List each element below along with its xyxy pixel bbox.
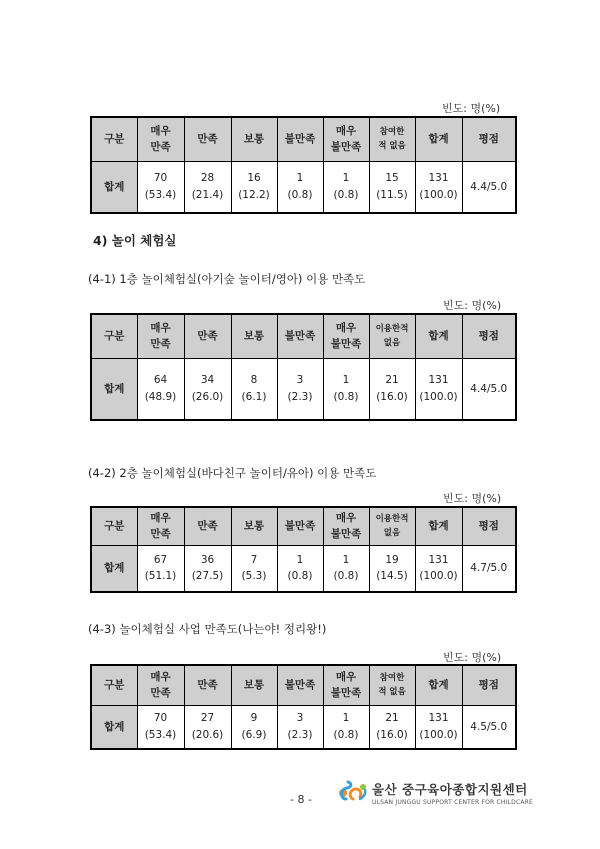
header-neutral: 보통 [231, 314, 277, 358]
text-line: 4.5/5.0 [470, 720, 508, 733]
text-line: 4.4/5.0 [470, 382, 508, 395]
text-line: 67 [153, 553, 168, 566]
text-line: (48.9) [144, 390, 177, 403]
org-name-english: ULSAN JUNGGU SUPPORT CENTER FOR CHILDCARE [372, 799, 534, 806]
unit-label-2: 빈도: 명(%) [443, 299, 502, 312]
text-line: 1 [342, 374, 350, 387]
header-satisfied: 만족 [184, 117, 231, 161]
text-line: 매우 [150, 511, 171, 524]
header-total: 합계 [415, 314, 462, 358]
cell-very-satisfied [137, 545, 184, 592]
header-row [91, 507, 516, 545]
cell-rating [462, 161, 516, 213]
text-line: 없음 [383, 338, 401, 349]
text-line: (0.8) [333, 390, 359, 403]
text-line: 불만족 [330, 141, 362, 154]
text-line: (12.2) [238, 188, 270, 201]
header-category: 구분 [91, 507, 137, 545]
cell-total [415, 358, 462, 420]
text-line: 1 [342, 172, 350, 185]
text-line: 매우 [150, 124, 171, 137]
cell-very-dissatisfied [323, 358, 369, 420]
text-line: 매우 [335, 321, 357, 334]
subtitle-4-2: (4-2) 2층 놀이체험실(바다친구 놀이터/유아) 이용 만족도 [88, 466, 377, 480]
header-rating: 평점 [462, 117, 516, 161]
cell-satisfied [184, 545, 231, 592]
text-line: 적 없음 [378, 141, 406, 152]
text-line: 1 [342, 553, 350, 566]
text-line: 64 [153, 374, 168, 387]
header-satisfied: 만족 [184, 314, 231, 358]
header-very-dissatisfied [323, 507, 369, 545]
text-line: (27.5) [191, 570, 224, 583]
cell-neutral [231, 358, 277, 420]
text-line: 16 [247, 172, 261, 185]
text-line: 참여한 [379, 672, 405, 683]
table-row [91, 161, 516, 213]
cell-dissatisfied [277, 705, 323, 749]
header-dissatisfied: 불만족 [277, 665, 323, 705]
header-row [91, 665, 516, 705]
text-line: (100.0) [419, 188, 458, 201]
header-dissatisfied: 불만족 [277, 507, 323, 545]
childcare-center-logo-icon [338, 779, 368, 803]
header-dissatisfied: 불만족 [277, 314, 323, 358]
header-no-experience [369, 507, 415, 545]
cell-total [415, 545, 462, 592]
header-very-dissatisfied [323, 117, 369, 161]
satisfaction-table-4 [90, 664, 517, 750]
header-neutral: 보통 [231, 507, 277, 545]
text-line: 참여한 [379, 126, 405, 137]
header-no-experience [369, 665, 415, 705]
text-line: (11.5) [376, 188, 408, 201]
text-line: 만족 [150, 141, 171, 154]
text-line: (2.3) [287, 390, 313, 403]
header-very-satisfied [137, 665, 184, 705]
header-very-dissatisfied [323, 314, 369, 358]
header-no-experience [369, 314, 415, 358]
header-dissatisfied: 불만족 [277, 117, 323, 161]
header-category: 구분 [91, 665, 137, 705]
header-very-dissatisfied [323, 665, 369, 705]
text-line: 3 [296, 374, 304, 387]
cell-no-experience [369, 705, 415, 749]
text-line: (26.0) [191, 390, 224, 403]
text-line: (0.8) [287, 188, 313, 201]
text-line: (0.8) [287, 570, 313, 583]
text-line: 21 [385, 374, 399, 387]
text-line: 36 [200, 553, 215, 566]
text-line: 이용한적 [375, 323, 409, 334]
cell-neutral [231, 545, 277, 592]
header-row [91, 117, 516, 161]
cell-rating [462, 358, 516, 420]
header-satisfied: 만족 [184, 507, 231, 545]
header-rating: 평점 [462, 314, 516, 358]
header-total: 합계 [415, 117, 462, 161]
text-line: 15 [385, 172, 399, 185]
cell-no-experience [369, 358, 415, 420]
text-line: (100.0) [419, 390, 458, 403]
cell-very-satisfied [137, 705, 184, 749]
section-title: 4) 놀이 체험실 [93, 233, 177, 248]
text-line: 1 [342, 712, 350, 725]
text-line: (20.6) [191, 728, 224, 741]
cell-no-experience [369, 545, 415, 592]
text-line: 131 [428, 172, 449, 185]
row-label-total: 합계 [91, 161, 137, 213]
header-very-satisfied [137, 117, 184, 161]
text-line: 불만족 [330, 687, 362, 700]
row-label-total: 합계 [91, 705, 137, 749]
unit-label-3: 빈도: 명(%) [443, 492, 502, 505]
unit-label-1: 빈도: 명(%) [442, 102, 501, 115]
text-line: 8 [250, 374, 258, 387]
cell-no-experience [369, 161, 415, 213]
cell-rating [462, 545, 516, 592]
text-line: 매우 [150, 670, 171, 683]
text-line: (6.9) [241, 728, 267, 741]
text-line: 9 [250, 712, 258, 725]
row-label-total: 합계 [91, 545, 137, 592]
text-line: 만족 [150, 687, 171, 700]
text-line: (53.4) [144, 728, 177, 741]
text-line: 이용한적 [375, 513, 409, 524]
header-total: 합계 [415, 665, 462, 705]
text-line: 3 [296, 712, 304, 725]
text-line: 4.4/5.0 [470, 180, 508, 193]
unit-label-4: 빈도: 명(%) [443, 651, 502, 664]
text-line: (6.1) [241, 390, 267, 403]
text-line: 1 [296, 553, 304, 566]
row-label-total: 합계 [91, 358, 137, 420]
text-line: 매우 [335, 511, 357, 524]
satisfaction-table-1 [90, 116, 517, 214]
text-line: 없음 [383, 528, 401, 539]
table-row [91, 545, 516, 592]
satisfaction-table-2 [90, 313, 517, 421]
text-line: (14.5) [376, 570, 408, 583]
cell-dissatisfied [277, 358, 323, 420]
cell-very-dissatisfied [323, 545, 369, 592]
cell-satisfied [184, 358, 231, 420]
cell-very-dissatisfied [323, 161, 369, 213]
subtitle-4-3: (4-3) 놀이체험실 사업 만족도(나는야! 정리왕!) [88, 622, 327, 636]
text-line: (16.0) [376, 728, 408, 741]
org-name [372, 780, 533, 806]
text-line: 131 [428, 374, 449, 387]
text-line: (21.4) [191, 188, 224, 201]
cell-total [415, 705, 462, 749]
cell-total [415, 161, 462, 213]
cell-dissatisfied [277, 545, 323, 592]
cell-very-satisfied [137, 161, 184, 213]
header-satisfied: 만족 [184, 665, 231, 705]
header-neutral: 보통 [231, 665, 277, 705]
text-line: (0.8) [333, 570, 359, 583]
header-rating: 평점 [462, 507, 516, 545]
cell-rating [462, 705, 516, 749]
cell-satisfied [184, 705, 231, 749]
text-line: 매우 [335, 670, 357, 683]
text-line: 불만족 [330, 528, 362, 541]
text-line: (51.1) [144, 570, 177, 583]
header-total: 합계 [415, 507, 462, 545]
text-line: (0.8) [333, 728, 359, 741]
text-line: 131 [428, 553, 449, 566]
page-number: - 8 - [290, 793, 312, 806]
cell-very-satisfied [137, 358, 184, 420]
text-line: 만족 [150, 338, 171, 351]
text-line: 34 [200, 374, 215, 387]
text-line: 70 [153, 172, 168, 185]
header-neutral: 보통 [231, 117, 277, 161]
table-row [91, 705, 516, 749]
header-category: 구분 [91, 117, 137, 161]
text-line: 28 [200, 172, 215, 185]
header-category: 구분 [91, 314, 137, 358]
text-line: (53.4) [144, 188, 177, 201]
cell-dissatisfied [277, 161, 323, 213]
text-line: (100.0) [419, 728, 458, 741]
org-name-korean: 울산 중구육아종합지원센터 [372, 782, 528, 797]
cell-neutral [231, 161, 277, 213]
cell-neutral [231, 705, 277, 749]
text-line: (5.3) [241, 570, 267, 583]
text-line: 매우 [150, 321, 171, 334]
cell-very-dissatisfied [323, 705, 369, 749]
text-line: 19 [385, 553, 399, 566]
text-line: (0.8) [333, 188, 359, 201]
text-line: 만족 [150, 528, 171, 541]
text-line: 불만족 [330, 338, 362, 351]
text-line: 1 [296, 172, 304, 185]
text-line: 4.7/5.0 [470, 562, 508, 575]
header-very-satisfied [137, 507, 184, 545]
text-line: 70 [153, 712, 168, 725]
text-line: 7 [250, 553, 258, 566]
subtitle-4-1: (4-1) 1층 놀이체험실(아기숲 놀이터/영아) 이용 만족도 [88, 272, 366, 286]
text-line: 131 [428, 712, 449, 725]
cell-satisfied [184, 161, 231, 213]
header-no-experience [369, 117, 415, 161]
header-rating: 평점 [462, 665, 516, 705]
text-line: (100.0) [419, 570, 458, 583]
text-line: 적 없음 [378, 687, 406, 698]
text-line: 21 [385, 712, 399, 725]
satisfaction-table-3 [90, 506, 517, 593]
text-line: 매우 [335, 124, 357, 137]
text-line: (2.3) [287, 728, 313, 741]
table-row [91, 358, 516, 420]
header-very-satisfied [137, 314, 184, 358]
header-row [91, 314, 516, 358]
text-line: (16.0) [376, 390, 408, 403]
text-line: 27 [200, 712, 215, 725]
